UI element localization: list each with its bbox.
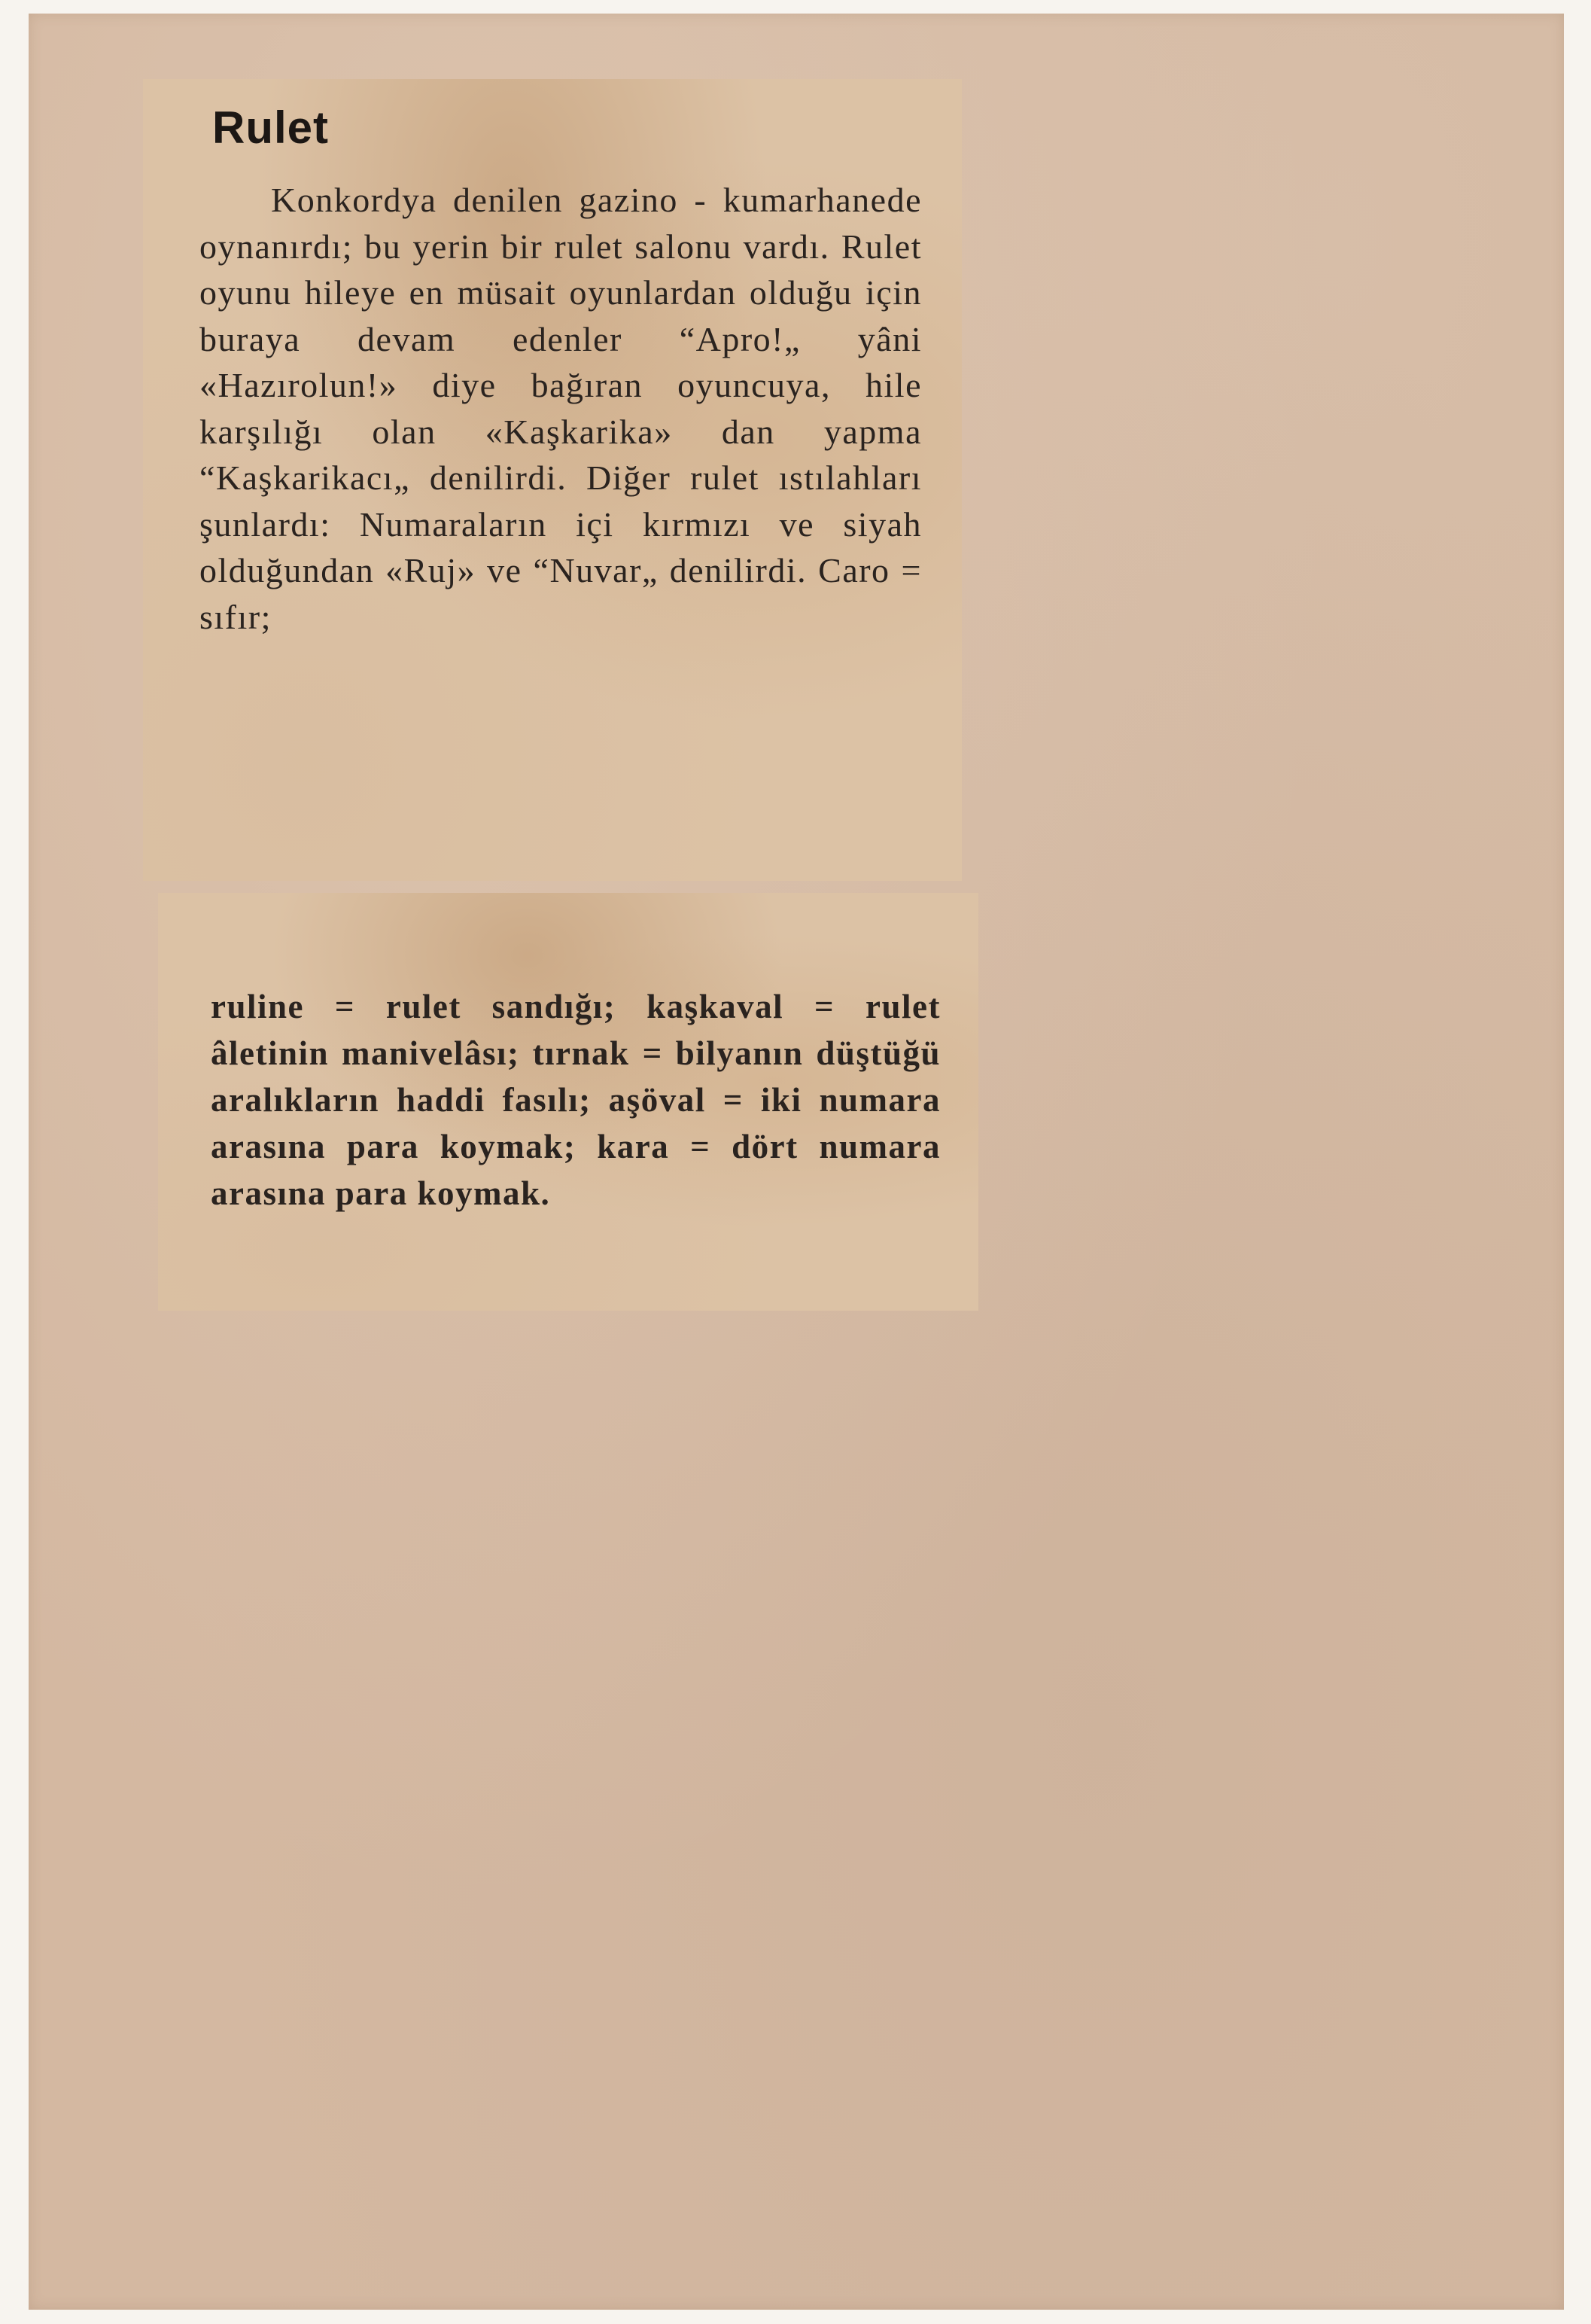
clipping-continuation-text (211, 983, 941, 1217)
newspaper-clipping-continuation (158, 893, 978, 1311)
clipping-continuation-end: arasına para koymak. (211, 1174, 551, 1212)
newspaper-clipping-rulet (143, 79, 962, 881)
clipping-body-text: Konkordya denilen gazino - kumarhanede oynanırdı; bu yerin bir rulet salonu vardı. Rulet oyunu hileye en müsait oyunlardan olduğu için buraya devam edenler “Apro!„ yâni «Hazırolun!» diye bağıran oyuncuya, hile karşılığı olan «Kaşkarika» dan yapma “Kaşkarikacı„ denilirdi. Diğer rulet ıstılahları şunlardı: Numaraların içi kırmızı ve siyah olduğundan «Ruj» ve “Nuvar„ denilirdi. Caro = sıfır; (199, 181, 922, 636)
scrapbook-page (29, 14, 1564, 2310)
clipping-continuation-main: ruline = rulet sandığı; kaşkaval = rulet âletinin manivelâsı; tırnak = bilyanın düştüğü aralıkların haddi fasılı; aşöval = iki numara arasına para koymak; kara = dört numara (211, 988, 941, 1165)
clipping-title: Rulet (212, 102, 329, 153)
